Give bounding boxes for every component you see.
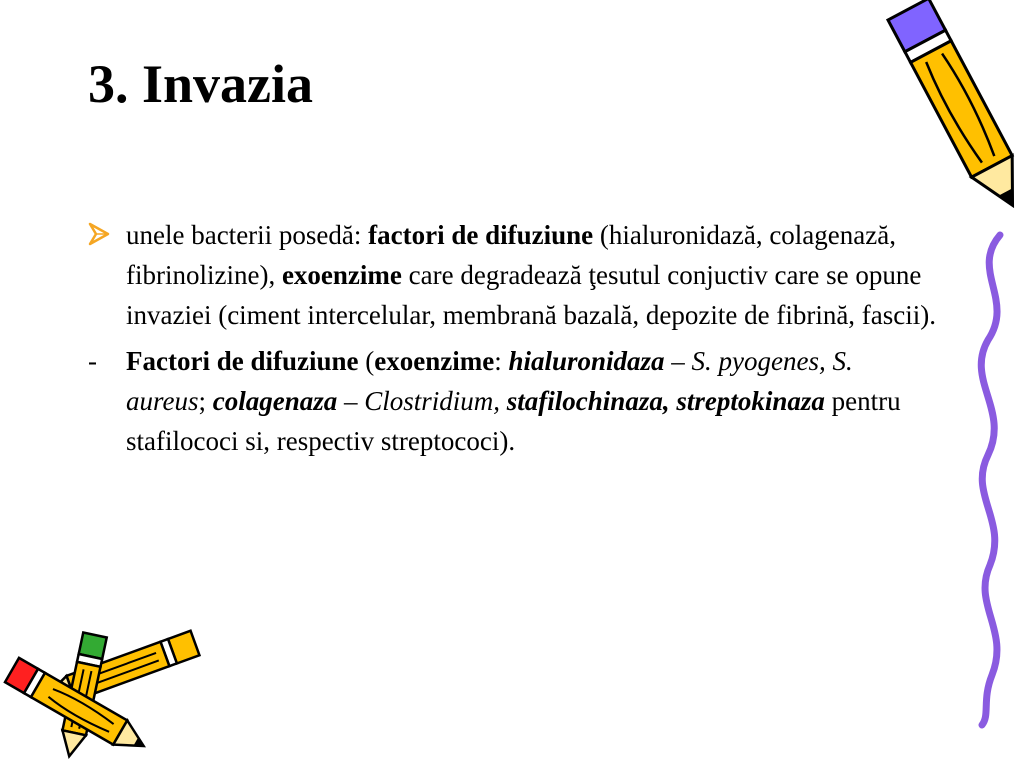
slide-title: 3. Invazia bbox=[88, 54, 314, 114]
bullet2-species-a: – S. pyogenes, S. aureus bbox=[126, 346, 853, 416]
bullet-item-1 bbox=[88, 215, 938, 335]
bullet2-paren: ( bbox=[358, 346, 375, 376]
bullet2-bold-exoenzime: exoenzime bbox=[374, 346, 495, 376]
bullet1-bold-exoenzime: exoenzime bbox=[281, 260, 402, 290]
bullet2-bold-factori: Factori de difuziune bbox=[126, 346, 359, 376]
bullet2-colagenaza: colagenaza bbox=[212, 386, 338, 416]
bullet1-text-c: care degradează ţesutul conjuctiv care se opune invaziei (ciment intercelular, membrană bazală, depozite de fibrină, fascii). bbox=[126, 260, 937, 330]
dash-marker: - bbox=[88, 346, 97, 376]
bullet1-text-a: unele bacterii posedă: bbox=[126, 220, 369, 250]
arrow-bullet-icon bbox=[88, 215, 118, 255]
bullet2-clostridium: – Clostridium, bbox=[337, 386, 507, 416]
bullet2-hialuronidaza: hialuronidaza bbox=[508, 346, 665, 376]
pencil-icon bbox=[858, 0, 1008, 245]
slide-body bbox=[88, 215, 938, 467]
bullet2-colon: : bbox=[494, 346, 509, 376]
bullet2-semicolon: ; bbox=[198, 386, 213, 416]
bullet2-text-end: pentru stafilococi si, respectiv streptococi). bbox=[126, 386, 901, 456]
bullet-item-2 bbox=[88, 341, 938, 461]
bullet1-bold-factori: factori de difuziune bbox=[368, 220, 594, 250]
pencils-group-icon bbox=[0, 615, 215, 768]
wavy-line-icon bbox=[960, 230, 1024, 730]
bullet1-text-b: (hialuronidază, colagenază, fibrinolizine), bbox=[126, 220, 896, 290]
bullet2-kinaze: stafilochinaza, streptokinaza bbox=[506, 386, 825, 416]
